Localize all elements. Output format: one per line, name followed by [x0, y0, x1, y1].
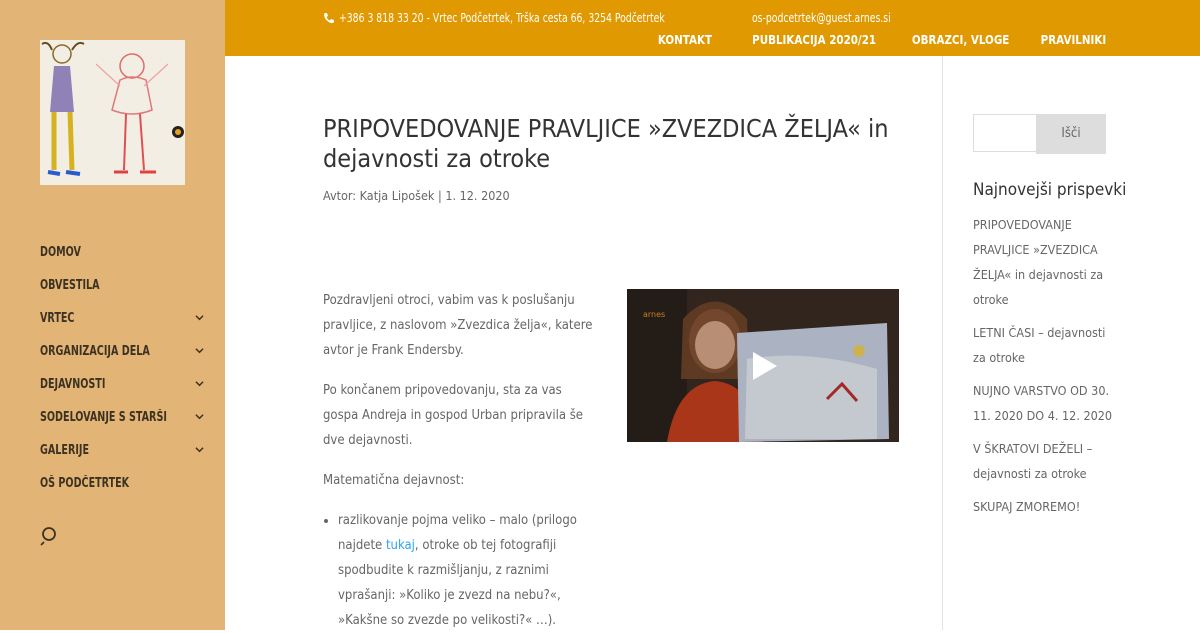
nav-item-obvestila[interactable] [40, 273, 210, 306]
recent-post-link[interactable]: SKUPAJ ZMOREMO! [973, 499, 1081, 514]
chevron-down-icon[interactable] [195, 379, 204, 388]
nav-item-os-podcetrtek[interactable] [40, 471, 210, 504]
recent-posts-list [973, 212, 1113, 527]
post-body [323, 288, 598, 633]
nav-label: DOMOV [40, 245, 81, 260]
top-nav-pravilniki[interactable]: PRAVILNIKI [1040, 33, 1106, 47]
sidebar-search-input[interactable] [973, 114, 1036, 152]
nav-label: ORGANIZACIJA DELA [40, 344, 150, 359]
recent-post-link[interactable]: LETNI ČASI – dejavnosti za otroke [973, 325, 1106, 365]
recent-post-link[interactable]: PRIPOVEDOVANJE PRAVLJICE »ZVEZDICA ŽELJA« in dejavnosti za otroke [973, 217, 1104, 307]
nav-label: SODELOVANJE S STARŠI [40, 410, 167, 425]
nav-label: VRTEC [40, 311, 75, 326]
contact-email[interactable]: os-podcetrtek@guest.arnes.si [752, 9, 913, 27]
children-drawing-image [40, 40, 185, 185]
recent-posts-title: Najnovejši prispevki [973, 180, 1127, 200]
paragraph: Po končanem pripovedovanju, sta za vas gospa Andreja in gospod Urban pripravila še dve dejavnosti. [323, 383, 583, 448]
paragraph: Matematična dejavnost: [323, 473, 465, 488]
attachment-link[interactable]: tukaj [385, 538, 415, 553]
chevron-down-icon[interactable] [195, 445, 204, 454]
top-header [225, 0, 1200, 56]
nav-item-dejavnosti[interactable] [40, 372, 210, 405]
post-title: PRIPOVEDOVANJE PRAVLJICE »ZVEZDICA ŽELJA« in dejavnosti za otroke [323, 114, 889, 173]
site-logo[interactable] [40, 40, 185, 185]
nav-label: OBVESTILA [40, 278, 100, 293]
top-nav-obrazci-vloge[interactable]: OBRAZCI, VLOGE [912, 33, 1010, 47]
nav-item-sodelovanje-s-starsi[interactable] [40, 405, 210, 438]
top-nav-publikacija[interactable]: PUBLIKACIJA 2020/21 [752, 33, 877, 47]
search-button[interactable]: Išči [1036, 114, 1106, 154]
play-icon[interactable] [745, 348, 781, 384]
video-logo: arnes [643, 310, 666, 319]
recent-post-link[interactable]: NUJNO VARSTVO OD 30. 11. 2020 DO 4. 12. 2020 [973, 383, 1113, 423]
paragraph: Pozdravljeni otroci, vabim vas k poslušanju pravljice, z naslovom »Zvezdica želja«, katere avtor je Frank Endersby. [323, 293, 593, 358]
recent-post-link[interactable]: V ŠKRATOVI DEŽELI – dejavnosti za otroke [973, 441, 1093, 481]
nav-item-vrtec[interactable] [40, 306, 210, 339]
sidebar-divider [942, 56, 943, 630]
activity-list [323, 508, 598, 633]
nav-label: DEJAVNOSTI [40, 377, 106, 392]
chevron-down-icon[interactable] [195, 346, 204, 355]
list-item: • razlikovanje pojma veliko – malo (prilogo najdete tukaj, otroke ob tej fotografiji spodbudite k razmišljanju, z raznimi vprašanji: »Koliko je zvezd na nebu?«, »Kakšne so zvezde po velikosti?« …). [338, 508, 598, 633]
search-icon[interactable] [40, 525, 62, 547]
top-nav-kontakt[interactable]: KONTAKT [658, 33, 713, 47]
chevron-down-icon[interactable] [195, 412, 204, 421]
top-navigation [629, 33, 1106, 47]
left-sidebar [0, 0, 225, 630]
post-meta: Avtor: Katja Lipošek | 1. 12. 2020 [323, 188, 510, 203]
nav-item-domov[interactable] [40, 240, 210, 273]
phone-icon [323, 12, 335, 24]
nav-label: GALERIJE [40, 443, 90, 458]
main-navigation [40, 240, 210, 504]
video-player[interactable] [627, 289, 899, 442]
chevron-down-icon[interactable] [195, 313, 204, 322]
nav-label: OŠ PODČETRTEK [40, 476, 130, 491]
nav-item-organizacija-dela[interactable] [40, 339, 210, 372]
nav-item-galerije[interactable] [40, 438, 210, 471]
contact-phone: +386 3 818 33 20 - Vrtec Podčetrtek, Trška cesta 66, 3254 Podčetrtek [323, 9, 718, 27]
